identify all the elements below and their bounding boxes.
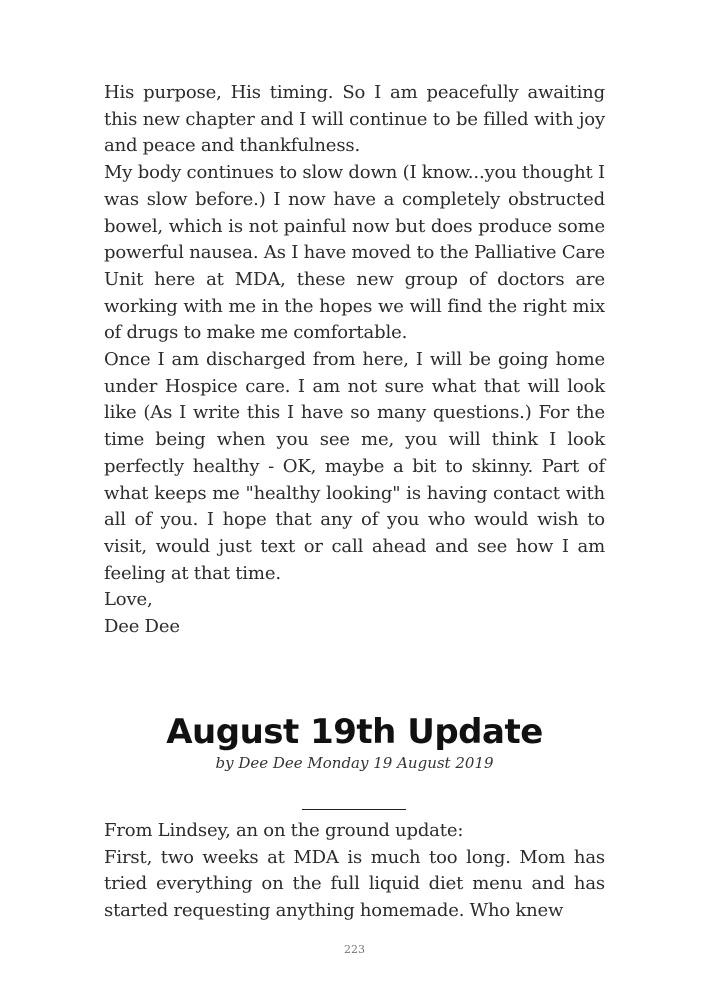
signature-name: Dee Dee	[104, 616, 180, 638]
post-title: August 19th Update	[166, 712, 543, 752]
paragraph-purpose: His purpose, His timing. So I am peacefully awaiting this new chapter and I will continue to be filled with joy and peace and thankfulness.	[104, 82, 605, 157]
page-number: 223	[344, 943, 365, 956]
post-paragraph: First, two weeks at MDA is much too long. Mom has tried everything on the full liquid diet menu and has started requesting anything homemade. Who knew	[104, 846, 605, 922]
post-byline: by Dee Dee Monday 19 August 2019	[215, 754, 494, 772]
paragraph-body-update: My body continues to slow down (I know...you thought I was slow before.) I now have a completely obstructed bowel, which is not painful now but does produce some powerful nausea. As I have moved to the Palliative Care Unit here at MDA, these new group of doctors are working with me in the hopes we will find the right mix of drugs to make me comfortable.	[104, 162, 605, 344]
paragraph-hospice: Once I am discharged from here, I will be going home under Hospice care. I am not sure what that will look like (As I write this I have so many questions.) For the time being when you see me, you will think I look perfectly healthy - OK, maybe a bit to skinny. Part of what keeps me "healthy looking" is having contact with all of you. I hope that any of you who would wish to visit, would just text or call ahead and see how I am feeling at that time.	[104, 349, 605, 584]
letter-body	[104, 80, 605, 641]
section-divider	[302, 809, 406, 810]
post-body	[104, 818, 605, 925]
closing-salutation: Love,	[104, 589, 153, 611]
post-intro: From Lindsey, an on the ground update:	[104, 820, 464, 841]
